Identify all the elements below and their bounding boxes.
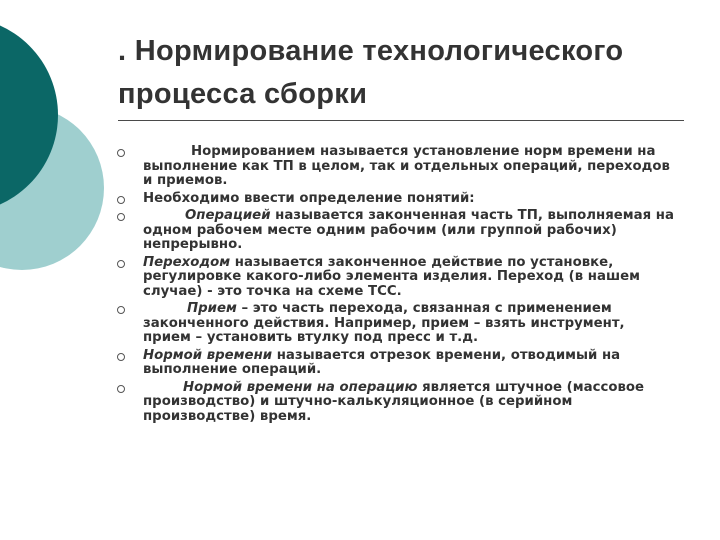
term: Нормой времени xyxy=(143,347,273,363)
term: Прием xyxy=(187,301,237,316)
list-item xyxy=(115,256,675,300)
bullet-icon xyxy=(117,196,125,204)
item-text: Необходимо ввести определение понятий: xyxy=(143,190,475,206)
list-item xyxy=(115,192,675,207)
title-divider xyxy=(118,120,684,121)
item-text: является штучное (массовое производство) и штучно-калькуляционное (в серийном производстве) время. xyxy=(143,379,645,424)
bullet-icon xyxy=(117,260,125,268)
list-item xyxy=(115,302,675,346)
term: Переходом xyxy=(143,254,231,270)
bullet-list xyxy=(115,145,675,427)
bullet-icon xyxy=(117,385,125,393)
item-text: – это часть перехода, связанная с применением законченного действия. Например, прием – взять инструмент, прием – установить втулку под пресс и т.д. xyxy=(143,301,625,345)
list-item xyxy=(115,145,675,189)
bullet-icon xyxy=(117,353,125,361)
item-text: называется законченное действие по установке, регулировке какого-либо элемента изделия. Переход (в нашем случае) - это точка на схеме ТСС. xyxy=(143,254,640,299)
list-item xyxy=(115,349,675,378)
term: Нормой времени на операцию xyxy=(183,379,418,395)
bullet-icon xyxy=(117,306,125,314)
bullet-icon xyxy=(117,149,125,157)
item-text: называется отрезок времени, отводимый на выполнение операций. xyxy=(143,347,621,377)
item-text: Нормированием называется установление норм времени на выполнение как ТП в целом, так и отдельных операций, переходов и приемов. xyxy=(143,144,670,188)
slide-title: . Нормирование технологического процесса сборки xyxy=(118,35,624,110)
term: Операцией xyxy=(185,208,271,223)
list-item xyxy=(115,209,675,253)
item-text: называется законченная часть ТП, выполняемая на одном рабочем месте одним рабочим (или группой рабочих) непрерывно. xyxy=(143,208,674,252)
decorative-circles xyxy=(0,0,110,300)
bullet-icon xyxy=(117,213,125,221)
list-item xyxy=(115,381,675,425)
